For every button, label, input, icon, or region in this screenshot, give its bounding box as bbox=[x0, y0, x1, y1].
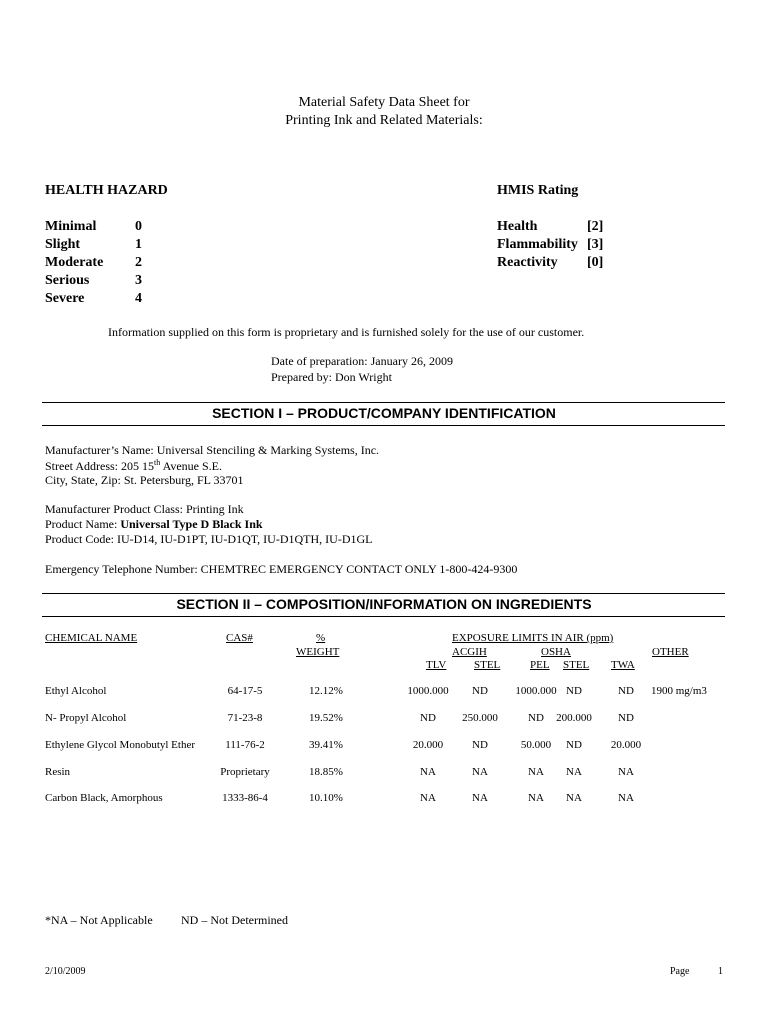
table-cell-stel: ND bbox=[472, 739, 488, 751]
column-header-stel-osha: STEL bbox=[563, 659, 590, 671]
city-state-zip: City, State, Zip: St. Petersburg, FL 33701 bbox=[45, 473, 244, 487]
hazard-level-value: 2 bbox=[135, 255, 142, 270]
hmis-rating-value: [3] bbox=[587, 237, 604, 252]
emergency-telephone: Emergency Telephone Number: CHEMTREC EMERGENCY CONTACT ONLY 1-800-424-9300 bbox=[45, 562, 518, 576]
street-address-suffix: Avenue S.E. bbox=[160, 459, 223, 473]
hmis-rating-value: [0] bbox=[587, 255, 604, 270]
hazard-level-label: Minimal bbox=[45, 219, 97, 234]
preparation-date: Date of preparation: January 26, 2009 bbox=[271, 354, 453, 368]
proprietary-notice: Information supplied on this form is proprietary and is furnished solely for the use of our customer. bbox=[108, 325, 585, 339]
table-cell-stel: NA bbox=[472, 792, 488, 804]
product-name-label: Product Name: bbox=[45, 517, 121, 531]
column-header-weight: WEIGHT bbox=[296, 646, 340, 658]
table-cell-other: 1900 mg/m3 bbox=[651, 685, 707, 697]
table-cell-stel: 250.000 bbox=[462, 712, 498, 724]
table-cell-tlv: ND bbox=[420, 712, 436, 724]
table-cell-twa: ND bbox=[618, 685, 634, 697]
hmis-heading: HMIS Rating bbox=[497, 183, 579, 198]
table-cell-weight: 39.41% bbox=[309, 739, 343, 751]
section-divider bbox=[42, 425, 725, 426]
column-header-osha: OSHA bbox=[541, 646, 571, 658]
table-cell-cas: Proprietary bbox=[220, 766, 270, 778]
table-cell-chemical-name: Carbon Black, Amorphous bbox=[45, 792, 163, 804]
section-divider bbox=[42, 593, 725, 594]
hazard-level-value: 1 bbox=[135, 237, 142, 252]
hazard-level-value: 0 bbox=[135, 219, 142, 234]
column-header-tlv: TLV bbox=[426, 659, 447, 671]
hazard-level-label: Slight bbox=[45, 237, 81, 252]
street-address-ordinal: th bbox=[154, 458, 161, 467]
hmis-rating-label: Flammability bbox=[497, 237, 578, 252]
street-address bbox=[45, 458, 222, 474]
street-address-prefix: Street Address: 205 15 bbox=[45, 459, 154, 473]
footer-page-number: 1 bbox=[718, 966, 723, 977]
table-cell-stel: ND bbox=[472, 685, 488, 697]
table-cell-tlv: NA bbox=[420, 792, 436, 804]
hmis-rating-label: Health bbox=[497, 219, 538, 234]
table-cell-pel: NA bbox=[528, 792, 544, 804]
hazard-level-label: Moderate bbox=[45, 255, 104, 270]
product-name-value: Universal Type D Black Ink bbox=[120, 517, 263, 531]
hazard-level-value: 4 bbox=[135, 291, 142, 306]
column-header-percent: % bbox=[316, 632, 326, 644]
table-cell-twa: ND bbox=[618, 712, 634, 724]
document-title-line1: Material Safety Data Sheet for bbox=[298, 95, 470, 110]
column-header-cas: CAS# bbox=[226, 632, 253, 644]
legend-not-applicable: *NA – Not Applicable bbox=[45, 913, 153, 927]
table-cell-chemical-name: N- Propyl Alcohol bbox=[45, 712, 127, 724]
table-cell-cas: 64-17-5 bbox=[227, 685, 263, 697]
table-cell-chemical-name: Resin bbox=[45, 766, 71, 778]
table-cell-tlv: NA bbox=[420, 766, 436, 778]
table-cell-chemical-name: Ethylene Glycol Monobutyl Ether bbox=[45, 739, 195, 751]
table-cell-weight: 19.52% bbox=[309, 712, 343, 724]
table-cell-stel-osha: ND bbox=[566, 685, 582, 697]
table-cell-twa: NA bbox=[618, 792, 634, 804]
table-cell-pel: NA bbox=[528, 766, 544, 778]
column-header-exposure-limits: EXPOSURE LIMITS IN AIR (ppm) bbox=[452, 632, 614, 644]
hazard-level-value: 3 bbox=[135, 273, 142, 288]
table-cell-stel-osha: NA bbox=[566, 792, 582, 804]
table-cell-weight: 18.85% bbox=[309, 766, 343, 778]
section-divider bbox=[42, 402, 725, 403]
health-hazard-heading: HEALTH HAZARD bbox=[45, 183, 168, 198]
table-cell-pel: 50.000 bbox=[520, 739, 552, 751]
column-header-stel: STEL bbox=[474, 659, 501, 671]
section-divider bbox=[42, 616, 725, 617]
product-name bbox=[45, 517, 263, 532]
manufacturer-name: Manufacturer’s Name: Universal Stenciling & Marking Systems, Inc. bbox=[45, 443, 380, 457]
table-cell-stel: NA bbox=[472, 766, 488, 778]
table-cell-stel-osha: 200.000 bbox=[556, 712, 592, 724]
document-title-line2: Printing Ink and Related Materials: bbox=[285, 113, 483, 128]
legend-not-determined: ND – Not Determined bbox=[181, 913, 288, 927]
footer-page-label: Page bbox=[670, 966, 690, 977]
footer-date: 2/10/2009 bbox=[45, 966, 86, 977]
prepared-by: Prepared by: Don Wright bbox=[271, 370, 392, 384]
table-cell-twa: 20.000 bbox=[610, 739, 642, 751]
table-cell-twa: NA bbox=[618, 766, 634, 778]
column-header-other: OTHER bbox=[652, 646, 689, 658]
section-2-title: SECTION II – COMPOSITION/INFORMATION ON INGREDIENTS bbox=[176, 596, 592, 612]
column-header-pel: PEL bbox=[530, 659, 550, 671]
table-cell-tlv: 1000.000 bbox=[407, 685, 449, 697]
product-class: Manufacturer Product Class: Printing Ink bbox=[45, 502, 244, 516]
table-cell-cas: 71-23-8 bbox=[227, 712, 263, 724]
hazard-level-label: Severe bbox=[45, 291, 85, 306]
table-cell-stel-osha: NA bbox=[566, 766, 582, 778]
table-cell-stel-osha: ND bbox=[566, 739, 582, 751]
product-code: Product Code: IU-D14, IU-D1PT, IU-D1QT, IU-D1QTH, IU-D1GL bbox=[45, 532, 373, 546]
hmis-rating-label: Reactivity bbox=[497, 255, 558, 270]
column-header-acgih: ACGIH bbox=[452, 646, 487, 658]
column-header-chemical-name: CHEMICAL NAME bbox=[45, 632, 138, 644]
table-cell-tlv: 20.000 bbox=[412, 739, 444, 751]
hmis-rating-value: [2] bbox=[587, 219, 604, 234]
hazard-level-label: Serious bbox=[45, 273, 90, 288]
table-cell-cas: 111-76-2 bbox=[225, 739, 265, 751]
section-1-title: SECTION I – PRODUCT/COMPANY IDENTIFICATION bbox=[212, 405, 556, 421]
table-cell-cas: 1333-86-4 bbox=[222, 792, 268, 804]
table-cell-chemical-name: Ethyl Alcohol bbox=[45, 685, 107, 697]
table-cell-pel: ND bbox=[528, 712, 544, 724]
table-cell-pel: 1000.000 bbox=[515, 685, 557, 697]
table-cell-weight: 10.10% bbox=[309, 792, 343, 804]
column-header-twa: TWA bbox=[611, 659, 635, 671]
table-cell-weight: 12.12% bbox=[309, 685, 343, 697]
